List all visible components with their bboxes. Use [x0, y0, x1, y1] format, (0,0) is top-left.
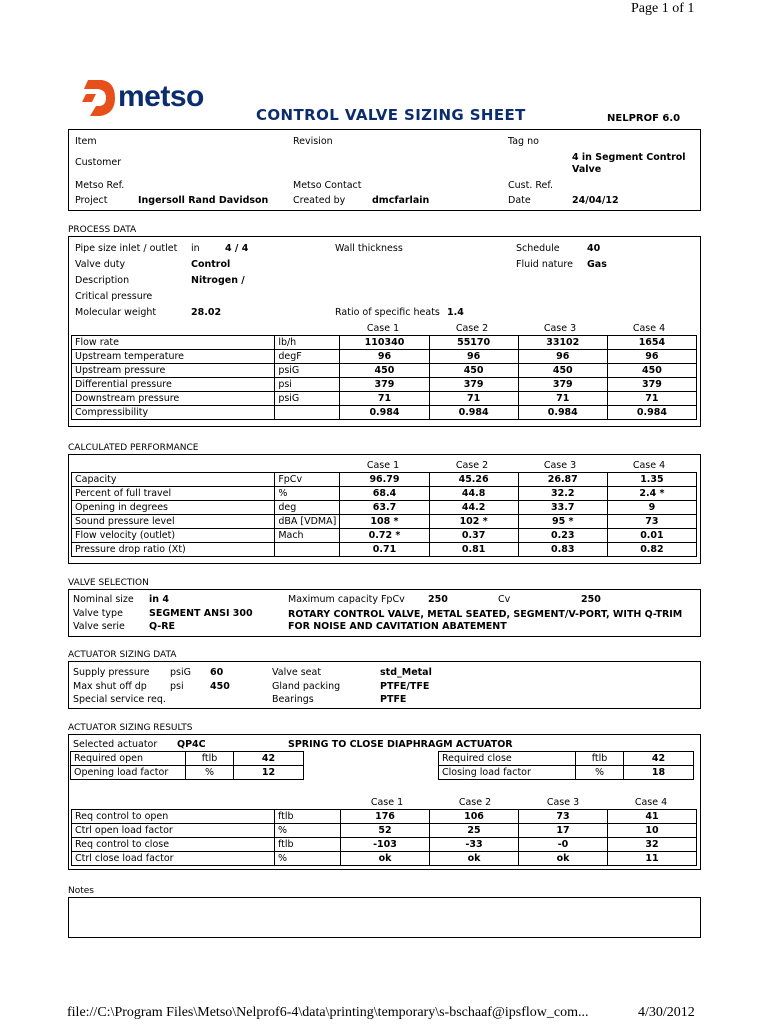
row-label: Ctrl open load factor — [72, 824, 275, 838]
customer-label: Customer — [75, 157, 122, 168]
row-unit: % — [186, 766, 234, 780]
cell-value: ok — [430, 852, 519, 866]
table-row — [439, 752, 694, 766]
cell-value: 0.23 — [518, 529, 607, 543]
shut-value: 450 — [210, 681, 230, 692]
table-row — [72, 364, 697, 378]
type-label: Valve type — [73, 608, 123, 619]
pipe-label: Pipe size inlet / outlet — [75, 243, 178, 254]
cell-value: 45.26 — [429, 473, 518, 487]
cell-value: 32.2 — [518, 487, 607, 501]
cell-value: 0.984 — [607, 406, 696, 420]
cell-value: 71 — [518, 392, 607, 406]
case-header: Case 2 — [455, 460, 489, 471]
cell-value: 73 — [607, 515, 696, 529]
calc-table — [71, 472, 697, 557]
type-value: SEGMENT ANSI 300 — [149, 608, 253, 619]
row-unit: ftlb — [186, 752, 234, 766]
cell-value: 110340 — [340, 336, 429, 350]
supply-value: 60 — [210, 667, 224, 678]
desc-value: Nitrogen / — [191, 275, 245, 286]
case-header: Case 2 — [458, 797, 492, 808]
row-label: Ctrl close load factor — [72, 852, 275, 866]
cell-value: 0.984 — [429, 406, 518, 420]
table-row — [72, 406, 697, 420]
cell-value: -0 — [519, 838, 608, 852]
cell-value: 450 — [340, 364, 429, 378]
cell-value: 95 * — [518, 515, 607, 529]
cell-value: 11 — [608, 852, 697, 866]
row-label: Downstream pressure — [72, 392, 275, 406]
cell-value: 17 — [519, 824, 608, 838]
item-label: Item — [75, 136, 97, 147]
row-unit: % — [275, 852, 341, 866]
cell-value: 108 * — [340, 515, 429, 529]
cell-value: 71 — [607, 392, 696, 406]
fluid-label: Fluid nature — [516, 259, 573, 270]
table-row — [72, 529, 697, 543]
cell-value: 52 — [341, 824, 430, 838]
row-label: Pressure drop ratio (Xt) — [72, 543, 275, 557]
table-row — [439, 766, 694, 780]
cell-value: 44.8 — [429, 487, 518, 501]
table-row — [72, 838, 697, 852]
row-unit: psi — [275, 378, 340, 392]
selected-description: SPRING TO CLOSE DIAPHRAGM ACTUATOR — [288, 739, 513, 750]
row-unit — [275, 406, 340, 420]
process-section-title: PROCESS DATA — [68, 225, 137, 235]
case-header: Case 1 — [370, 797, 404, 808]
cell-value: 41 — [608, 810, 697, 824]
row-label: Opening in degrees — [72, 501, 275, 515]
table-row — [72, 378, 697, 392]
case-header: Case 4 — [632, 323, 666, 334]
page-title: CONTROL VALVE SIZING SHEET — [256, 106, 526, 124]
row-unit: deg — [275, 501, 340, 515]
cell-value: 96 — [607, 350, 696, 364]
shut-label: Max shut off dp — [73, 681, 147, 692]
actuator-results-section-title: ACTUATOR SIZING RESULTS — [68, 723, 193, 733]
row-unit: dBA [VDMA] — [275, 515, 340, 529]
table-row — [72, 515, 697, 529]
cell-value: 1.35 — [607, 473, 696, 487]
cell-value: 0.984 — [340, 406, 429, 420]
row-unit: degF — [275, 350, 340, 364]
cell-value: 44.2 — [429, 501, 518, 515]
table-row — [72, 810, 697, 824]
cell-value: -103 — [341, 838, 430, 852]
cust-ref-label: Cust. Ref. — [508, 180, 554, 191]
gland-label: Gland packing — [272, 681, 341, 692]
row-label: Upstream pressure — [72, 364, 275, 378]
cell-value: ok — [519, 852, 608, 866]
special-label: Special service req. — [73, 694, 166, 705]
row-label: Compressibility — [72, 406, 275, 420]
ratio-value: 1.4 — [447, 307, 464, 318]
cell-value: 96 — [429, 350, 518, 364]
mw-value: 28.02 — [191, 307, 222, 318]
row-unit: psiG — [275, 364, 340, 378]
cell-value: -33 — [430, 838, 519, 852]
row-unit: ftlb — [275, 838, 341, 852]
tag-value: 4 in Segment Control Valve — [572, 152, 686, 175]
cell-value: 0.37 — [429, 529, 518, 543]
table-row — [72, 487, 697, 501]
supply-unit: psiG — [170, 667, 191, 678]
valve-description-line2: FOR NOISE AND CAVITATION ABATEMENT — [288, 621, 507, 632]
cell-value: 10 — [608, 824, 697, 838]
row-unit: ftlb — [576, 752, 624, 766]
bearings-value: PTFE — [380, 694, 407, 705]
date-value: 24/04/12 — [572, 195, 619, 206]
table-row — [72, 543, 697, 557]
cell-value: 450 — [429, 364, 518, 378]
table-row — [72, 336, 697, 350]
crit-label: Critical pressure — [75, 291, 153, 302]
cell-value: 63.7 — [340, 501, 429, 515]
cell-value: 379 — [429, 378, 518, 392]
created-by-label: Created by — [293, 195, 346, 206]
mw-label: Molecular weight — [75, 307, 157, 318]
cell-value: 71 — [340, 392, 429, 406]
cv-value: 250 — [581, 594, 601, 605]
table-row — [71, 752, 304, 766]
cell-value: 33.7 — [518, 501, 607, 515]
cell-value: 0.81 — [429, 543, 518, 557]
case-header: Case 3 — [543, 323, 577, 334]
cell-value: 26.87 — [518, 473, 607, 487]
row-label: Required open — [71, 752, 186, 766]
row-label: Differential pressure — [72, 378, 275, 392]
cell-value: 0.71 — [340, 543, 429, 557]
calc-section-title: CALCULATED PERFORMANCE — [68, 443, 199, 453]
table-row — [72, 501, 697, 515]
cell-value: 1654 — [607, 336, 696, 350]
cell-value: 18 — [624, 766, 694, 780]
revision-label: Revision — [293, 136, 333, 147]
closing-table — [438, 751, 694, 780]
notes-section-title: Notes — [68, 886, 94, 896]
cell-value: 55170 — [429, 336, 518, 350]
row-unit: Mach — [275, 529, 340, 543]
row-unit: % — [275, 487, 340, 501]
fluid-value: Gas — [587, 259, 607, 270]
pipe-unit: in — [191, 243, 200, 254]
opening-table — [70, 751, 304, 780]
row-label: Upstream temperature — [72, 350, 275, 364]
serie-label: Valve serie — [73, 621, 125, 632]
brand-name: metso — [118, 80, 204, 113]
row-label: Req control to open — [72, 810, 275, 824]
seat-value: std_Metal — [380, 667, 432, 678]
row-label: Opening load factor — [71, 766, 186, 780]
case-header: Case 3 — [546, 797, 580, 808]
selected-value: QP4C — [177, 739, 206, 750]
cell-value: 96 — [518, 350, 607, 364]
case-header: Case 4 — [634, 797, 668, 808]
cell-value: 379 — [518, 378, 607, 392]
created-by-value: dmcfarlain — [372, 195, 430, 206]
cell-value: 379 — [607, 378, 696, 392]
pipe-value: 4 / 4 — [225, 243, 249, 254]
desc-label: Description — [75, 275, 130, 286]
row-unit: % — [576, 766, 624, 780]
cell-value: 9 — [607, 501, 696, 515]
date-label: Date — [508, 195, 531, 206]
row-label: Percent of full travel — [72, 487, 275, 501]
cell-value: 102 * — [429, 515, 518, 529]
cell-value: 42 — [624, 752, 694, 766]
project-value: Ingersoll Rand Davidson — [138, 195, 269, 206]
selected-label: Selected actuator — [73, 739, 158, 750]
case-header: Case 2 — [455, 323, 489, 334]
shut-unit: psi — [170, 681, 184, 692]
row-label: Flow velocity (outlet) — [72, 529, 275, 543]
version-label: NELPROF 6.0 — [607, 113, 681, 124]
cell-value: 0.01 — [607, 529, 696, 543]
cell-value: 33102 — [518, 336, 607, 350]
table-row — [72, 350, 697, 364]
cell-value: ok — [341, 852, 430, 866]
schedule-value: 40 — [587, 243, 601, 254]
cell-value: 12 — [234, 766, 304, 780]
cell-value: 96.79 — [340, 473, 429, 487]
cell-value: 0.83 — [518, 543, 607, 557]
ratio-label: Ratio of specific heats — [335, 307, 440, 318]
seat-label: Valve seat — [272, 667, 322, 678]
cv-label: Cv — [498, 594, 511, 605]
max-cap-value: 250 — [428, 594, 448, 605]
duty-label: Valve duty — [75, 259, 126, 270]
wall-label: Wall thickness — [335, 243, 403, 254]
cell-value: 379 — [340, 378, 429, 392]
cell-value: 32 — [608, 838, 697, 852]
metso-logo — [82, 78, 222, 124]
row-label: Closing load factor — [439, 766, 576, 780]
case-header: Case 1 — [366, 460, 400, 471]
row-unit: psiG — [275, 392, 340, 406]
row-unit — [275, 543, 340, 557]
cell-value: 0.984 — [518, 406, 607, 420]
row-label: Req control to close — [72, 838, 275, 852]
cell-value: 0.72 * — [340, 529, 429, 543]
row-unit: % — [275, 824, 341, 838]
nominal-label: Nominal size — [73, 594, 134, 605]
page-label: Page 1 of 1 — [631, 1, 695, 16]
cell-value: 450 — [607, 364, 696, 378]
valve-description-line1: ROTARY CONTROL VALVE, METAL SEATED, SEGMENT/V-PORT, WITH Q-TRIM — [288, 609, 683, 620]
process-table — [71, 335, 697, 420]
bearings-label: Bearings — [272, 694, 314, 705]
footer-path: file://C:\Program Files\Metso\Nelprof6-4\data\printing\temporary\s-bschaaf@ipsflow_com... — [67, 1005, 589, 1020]
case-header: Case 3 — [543, 460, 577, 471]
serie-value: Q-RE — [149, 621, 175, 632]
notes-box — [68, 897, 701, 938]
row-unit: ftlb — [275, 810, 341, 824]
cell-value: 450 — [518, 364, 607, 378]
duty-value: Control — [191, 259, 231, 270]
tag-label: Tag no — [508, 136, 539, 147]
footer-date: 4/30/2012 — [638, 1005, 695, 1020]
cell-value: 68.4 — [340, 487, 429, 501]
table-row — [72, 473, 697, 487]
actuator-cases-table — [71, 809, 697, 866]
metso-contact-label: Metso Contact — [293, 180, 362, 191]
cell-value: 71 — [429, 392, 518, 406]
schedule-label: Schedule — [516, 243, 560, 254]
row-label: Capacity — [72, 473, 275, 487]
supply-label: Supply pressure — [73, 667, 150, 678]
actuator-data-section-title: ACTUATOR SIZING DATA — [68, 650, 177, 660]
nominal-value: in 4 — [149, 594, 169, 605]
cell-value: 73 — [519, 810, 608, 824]
valve-section-title: VALVE SELECTION — [68, 578, 149, 588]
cell-value: 42 — [234, 752, 304, 766]
case-header: Case 1 — [366, 323, 400, 334]
table-row — [72, 392, 697, 406]
row-unit: lb/h — [275, 336, 340, 350]
cell-value: 96 — [340, 350, 429, 364]
row-label: Required close — [439, 752, 576, 766]
cell-value: 25 — [430, 824, 519, 838]
row-label: Sound pressure level — [72, 515, 275, 529]
row-label: Flow rate — [72, 336, 275, 350]
cell-value: 176 — [341, 810, 430, 824]
row-unit: FpCv — [275, 473, 340, 487]
table-row — [72, 824, 697, 838]
cell-value: 2.4 * — [607, 487, 696, 501]
table-row — [72, 852, 697, 866]
max-cap-label: Maximum capacity FpCv — [288, 594, 405, 605]
table-row — [71, 766, 304, 780]
metso-logo-icon — [82, 78, 118, 118]
project-label: Project — [75, 195, 108, 206]
cell-value: 0.82 — [607, 543, 696, 557]
metso-ref-label: Metso Ref. — [75, 180, 125, 191]
gland-value: PTFE/TFE — [380, 681, 430, 692]
case-header: Case 4 — [632, 460, 666, 471]
cell-value: 106 — [430, 810, 519, 824]
